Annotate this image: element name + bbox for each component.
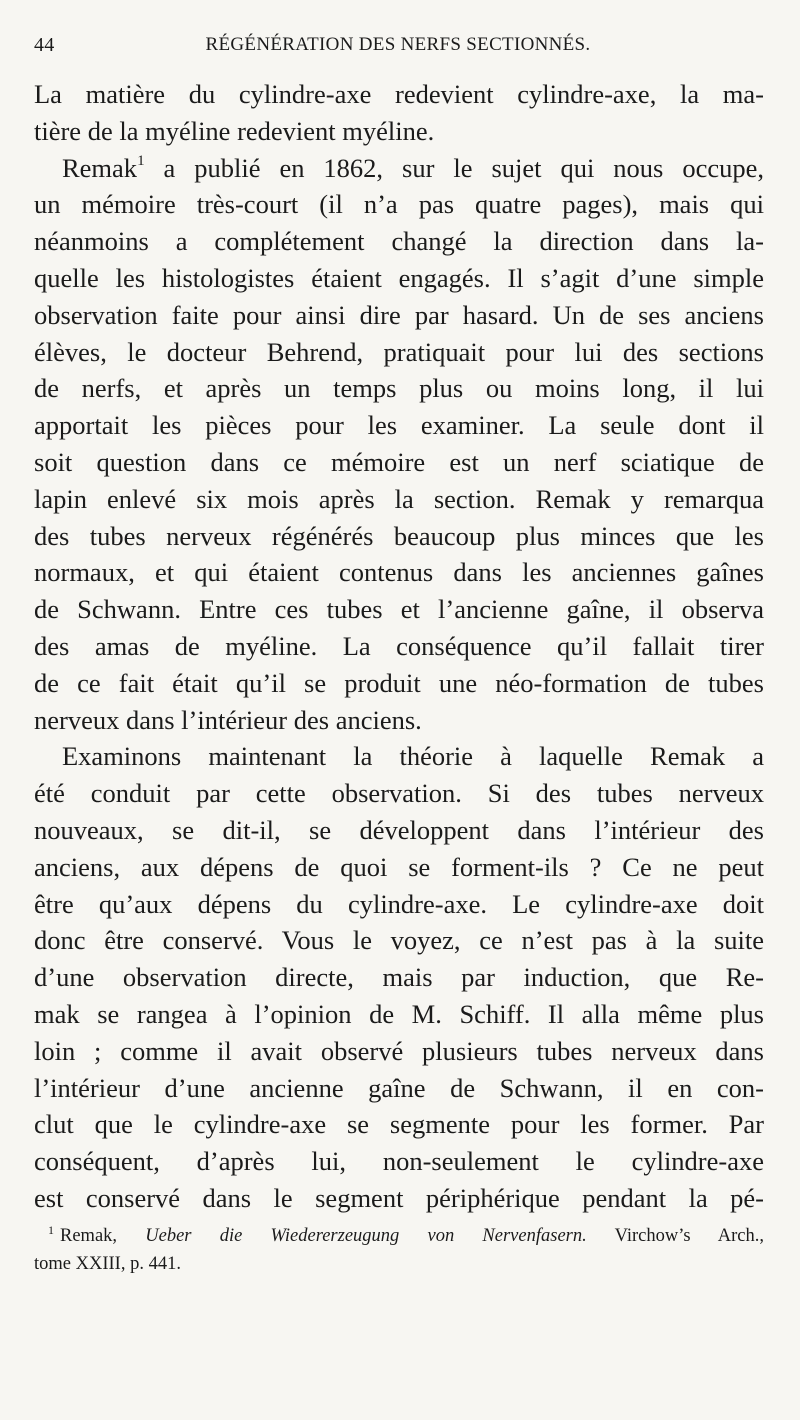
text-line: d’une observation directe, mais par induction, que Re- bbox=[34, 962, 764, 993]
text-line: apportait les pièces pour les examiner. La seule dont il bbox=[34, 410, 764, 441]
text-line: Examinons maintenant la théorie à laquelle Remak a bbox=[62, 741, 764, 772]
text-line: mak se rangea à l’opinion de M. Schiff. Il alla même plus bbox=[34, 998, 764, 1029]
text-line: été conduit par cette observation. Si des tubes nerveux bbox=[34, 778, 764, 809]
text-line: soit question dans ce mémoire est un nerf sciatique de bbox=[34, 446, 764, 477]
page-header bbox=[34, 34, 762, 64]
text-line: néanmoins a complétement changé la direction dans la- bbox=[34, 226, 764, 257]
text-line: nouveaux, se dit-il, se développent dans l’intérieur des bbox=[34, 814, 764, 845]
text-line: un mémoire très-court (il n’a pas quatre pages), mais qui bbox=[34, 189, 764, 220]
text-line: de ce fait était qu’il se produit une néo-formation de tubes bbox=[34, 667, 764, 698]
text-line: être qu’aux dépens du cylindre-axe. Le cylindre-axe doit bbox=[34, 888, 764, 919]
page-number: 44 bbox=[34, 34, 55, 56]
text-line: des tubes nerveux régénérés beaucoup plus minces que les bbox=[34, 520, 764, 551]
text-line: nerveux dans l’intérieur des anciens. bbox=[34, 704, 422, 735]
text-line: anciens, aux dépens de quoi se forment-ils ? Ce ne peut bbox=[34, 851, 764, 882]
text-line: observation faite pour ainsi dire par hasard. Un de ses anciens bbox=[34, 299, 764, 330]
text-line: tière de la myéline redevient myéline. bbox=[34, 115, 435, 146]
text-line: La matière du cylindre-axe redevient cylindre-axe, la ma- bbox=[34, 79, 764, 109]
text-line: clut que le cylindre-axe se segmente pour les former. Par bbox=[34, 1109, 764, 1140]
footnote-reference: 1 bbox=[137, 152, 145, 169]
text-line-rest: a publié en 1862, sur le sujet qui nous occupe, bbox=[163, 152, 764, 183]
text-line: conséquent, d’après lui, non-seulement le cylindre-axe bbox=[34, 1146, 764, 1177]
footnote-mark: 1 bbox=[48, 1223, 54, 1237]
text-line: donc être conservé. Vous le voyez, ce n’est pas à la suite bbox=[34, 925, 764, 956]
text-line: élèves, le docteur Behrend, pratiquait pour lui des sections bbox=[34, 336, 764, 367]
text-line: des amas de myéline. La conséquence qu’il fallait tirer bbox=[34, 630, 764, 661]
footnote-author: Remak, bbox=[60, 1226, 118, 1246]
text-line: normaux, et qui étaient contenus dans les anciennes gaînes bbox=[34, 557, 764, 588]
footnote bbox=[34, 1222, 764, 1278]
text-line: quelle les histologistes étaient engagés. Il s’agit d’une simple bbox=[34, 262, 764, 293]
paragraph-start-word: Remak bbox=[62, 152, 138, 183]
text-line: l’intérieur d’une ancienne gaîne de Schwann, il en con- bbox=[34, 1072, 764, 1103]
text-line: est conservé dans le segment périphérique pendant la pé- bbox=[34, 1182, 764, 1213]
text-line: de nerfs, et après un temps plus ou moins long, il lui bbox=[34, 373, 764, 404]
text-line: loin ; comme il avait observé plusieurs tubes nerveux dans bbox=[34, 1035, 764, 1066]
footnote-line: tome XXIII, p. 441. bbox=[34, 1254, 181, 1274]
footnote-line bbox=[34, 1222, 764, 1250]
text-line: de Schwann. Entre ces tubes et l’ancienne gaîne, il observa bbox=[34, 594, 764, 625]
running-head: RÉGÉNÉRATION DES NERFS SECTIONNÉS. bbox=[205, 34, 591, 55]
text-line bbox=[34, 150, 764, 187]
body-text bbox=[34, 76, 764, 1217]
footnote-title: Ueber die Wiedererzeugung von Nervenfasern. bbox=[145, 1226, 587, 1246]
text-line: lapin enlevé six mois après la section. Remak y remarqua bbox=[34, 483, 764, 514]
footnote-source: Virchow’s Arch., bbox=[614, 1226, 765, 1246]
